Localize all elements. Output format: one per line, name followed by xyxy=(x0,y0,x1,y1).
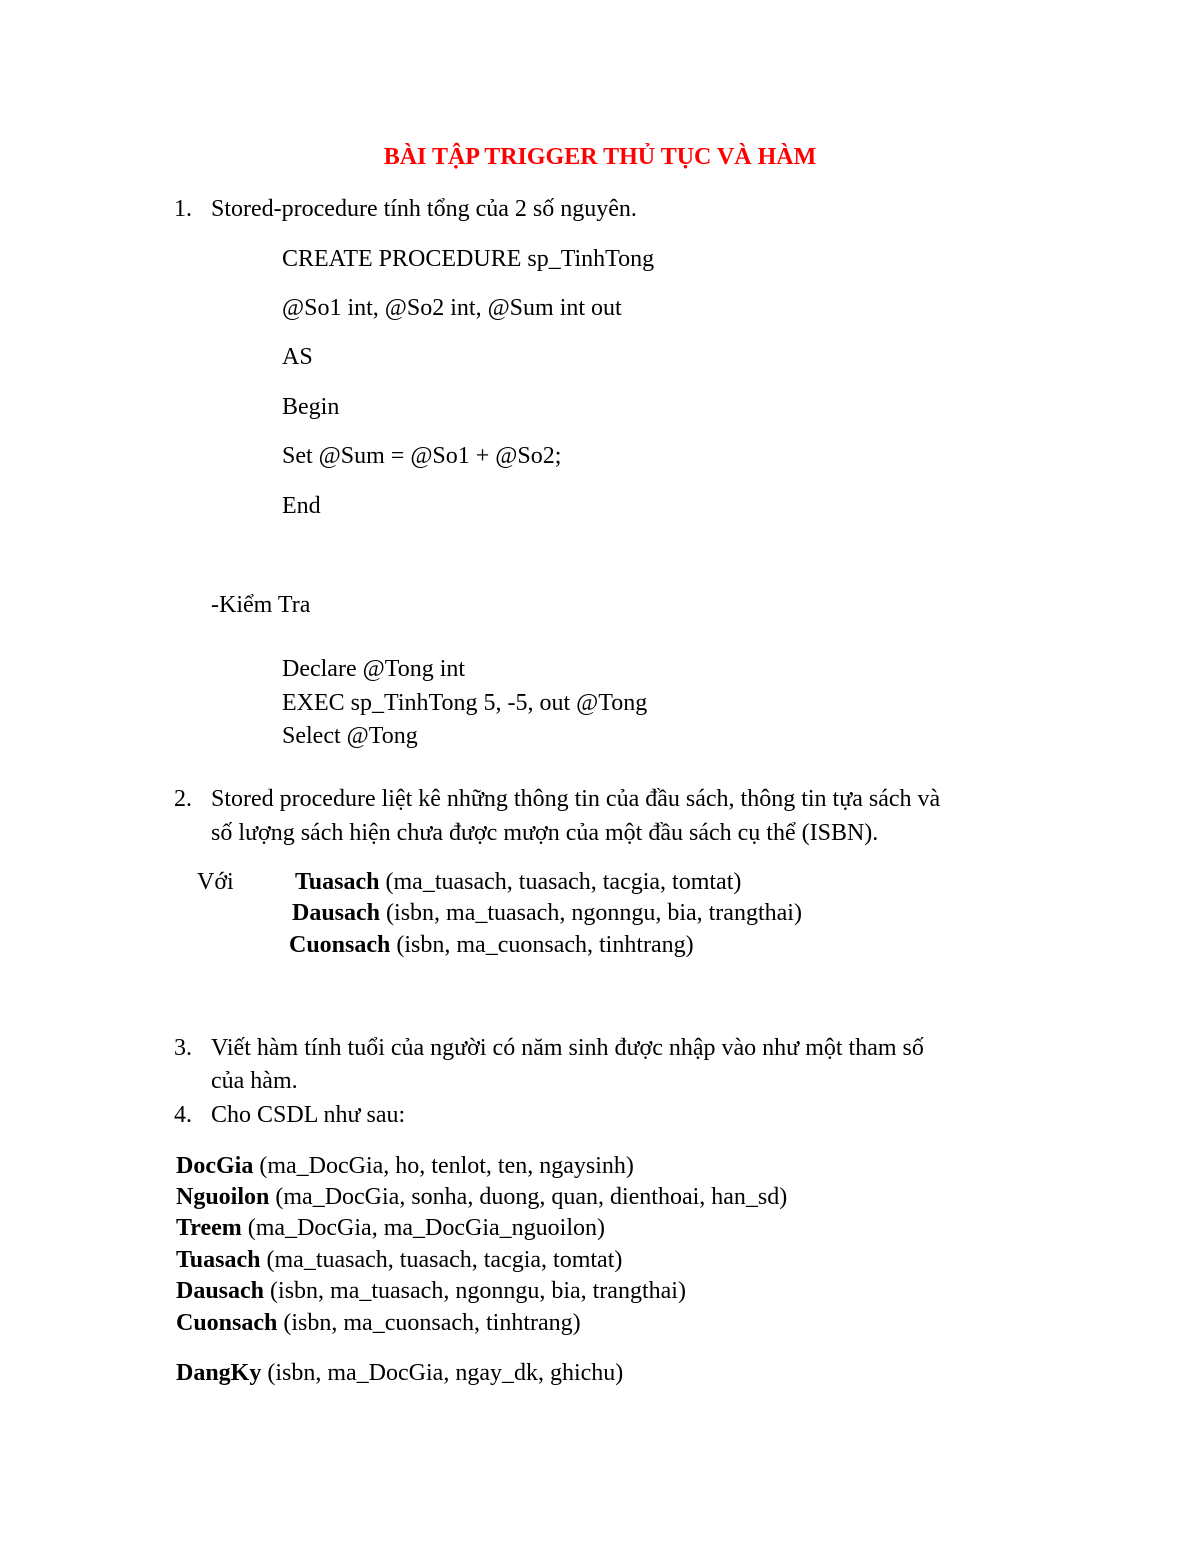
item-2-number: 2. xyxy=(174,786,192,812)
table-schema xyxy=(292,898,802,928)
table-name: Treem xyxy=(176,1215,242,1241)
table-name: Cuonsach xyxy=(289,932,391,958)
table-fields: (ma_tuasach, tuasach, tacgia, tomtat) xyxy=(260,1247,623,1273)
table-fields: (ma_DocGia, ho, tenlot, ten, ngaysinh) xyxy=(253,1153,634,1179)
table-schema xyxy=(176,1308,581,1338)
code-line: AS xyxy=(282,344,313,370)
table-schema xyxy=(295,867,741,897)
table-fields: (isbn, ma_cuonsach, tinhtrang) xyxy=(390,932,694,958)
check-code-line: Select @Tong xyxy=(282,723,418,749)
table-fields: (isbn, ma_tuasach, ngonngu, bia, trangthai) xyxy=(380,900,802,926)
table-fields: (ma_DocGia, sonha, duong, quan, dienthoai, han_sd) xyxy=(269,1184,788,1210)
item-2-line1: Stored procedure liệt kê những thông tin của đầu sách, thông tin tựa sách và xyxy=(211,786,941,812)
table-name: Tuasach xyxy=(176,1247,261,1273)
table-schema xyxy=(176,1276,686,1306)
table-fields: (isbn, ma_cuonsach, tinhtrang) xyxy=(277,1310,581,1336)
table-fields: (isbn, ma_tuasach, ngonngu, bia, trangthai) xyxy=(264,1278,686,1304)
table-schema xyxy=(176,1151,634,1181)
item-3-line2: của hàm. xyxy=(211,1068,298,1094)
table-name: Cuonsach xyxy=(176,1310,278,1336)
code-line: Set @Sum = @So1 + @So2; xyxy=(282,443,562,469)
table-name: Nguoilon xyxy=(176,1184,270,1210)
table-name: Tuasach xyxy=(295,869,380,895)
item-2-line2: số lượng sách hiện chưa được mượn của một đầu sách cụ thể (ISBN). xyxy=(211,820,879,846)
item-1-text: Stored-procedure tính tổng của 2 số nguyên. xyxy=(211,196,637,222)
code-line: CREATE PROCEDURE sp_TinhTong xyxy=(282,246,655,272)
table-schema xyxy=(176,1213,605,1243)
code-line: @So1 int, @So2 int, @Sum int out xyxy=(282,295,622,321)
check-code-line: Declare @Tong int xyxy=(282,656,466,682)
table-schema xyxy=(176,1245,622,1275)
table-schema xyxy=(176,1358,623,1388)
table-fields: (isbn, ma_DocGia, ngay_dk, ghichu) xyxy=(261,1360,624,1386)
code-line: End xyxy=(282,493,321,519)
table-name: Dausach xyxy=(176,1278,265,1304)
item-3-number: 3. xyxy=(174,1035,192,1061)
page-title: BÀI TẬP TRIGGER THỦ TỤC VÀ HÀM xyxy=(383,144,817,170)
table-name: DangKy xyxy=(176,1360,262,1386)
item-3-line1: Viết hàm tính tuổi của người có năm sinh được nhập vào như một tham số xyxy=(211,1035,924,1061)
code-line: Begin xyxy=(282,394,340,420)
table-schema xyxy=(289,930,694,960)
table-name: DocGia xyxy=(176,1153,254,1179)
table-fields: (ma_DocGia, ma_DocGia_nguoilon) xyxy=(241,1215,605,1241)
item-4-text: Cho CSDL như sau: xyxy=(211,1102,406,1128)
item-1-number: 1. xyxy=(174,196,192,222)
table-fields: (ma_tuasach, tuasach, tacgia, tomtat) xyxy=(379,869,742,895)
check-code-line: EXEC sp_TinhTong 5, -5, out @Tong xyxy=(282,690,648,716)
item-4-number: 4. xyxy=(174,1102,192,1128)
check-label: -Kiểm Tra xyxy=(211,592,311,618)
table-schema xyxy=(176,1182,787,1212)
with-label: Với xyxy=(197,869,234,895)
table-name: Dausach xyxy=(292,900,381,926)
